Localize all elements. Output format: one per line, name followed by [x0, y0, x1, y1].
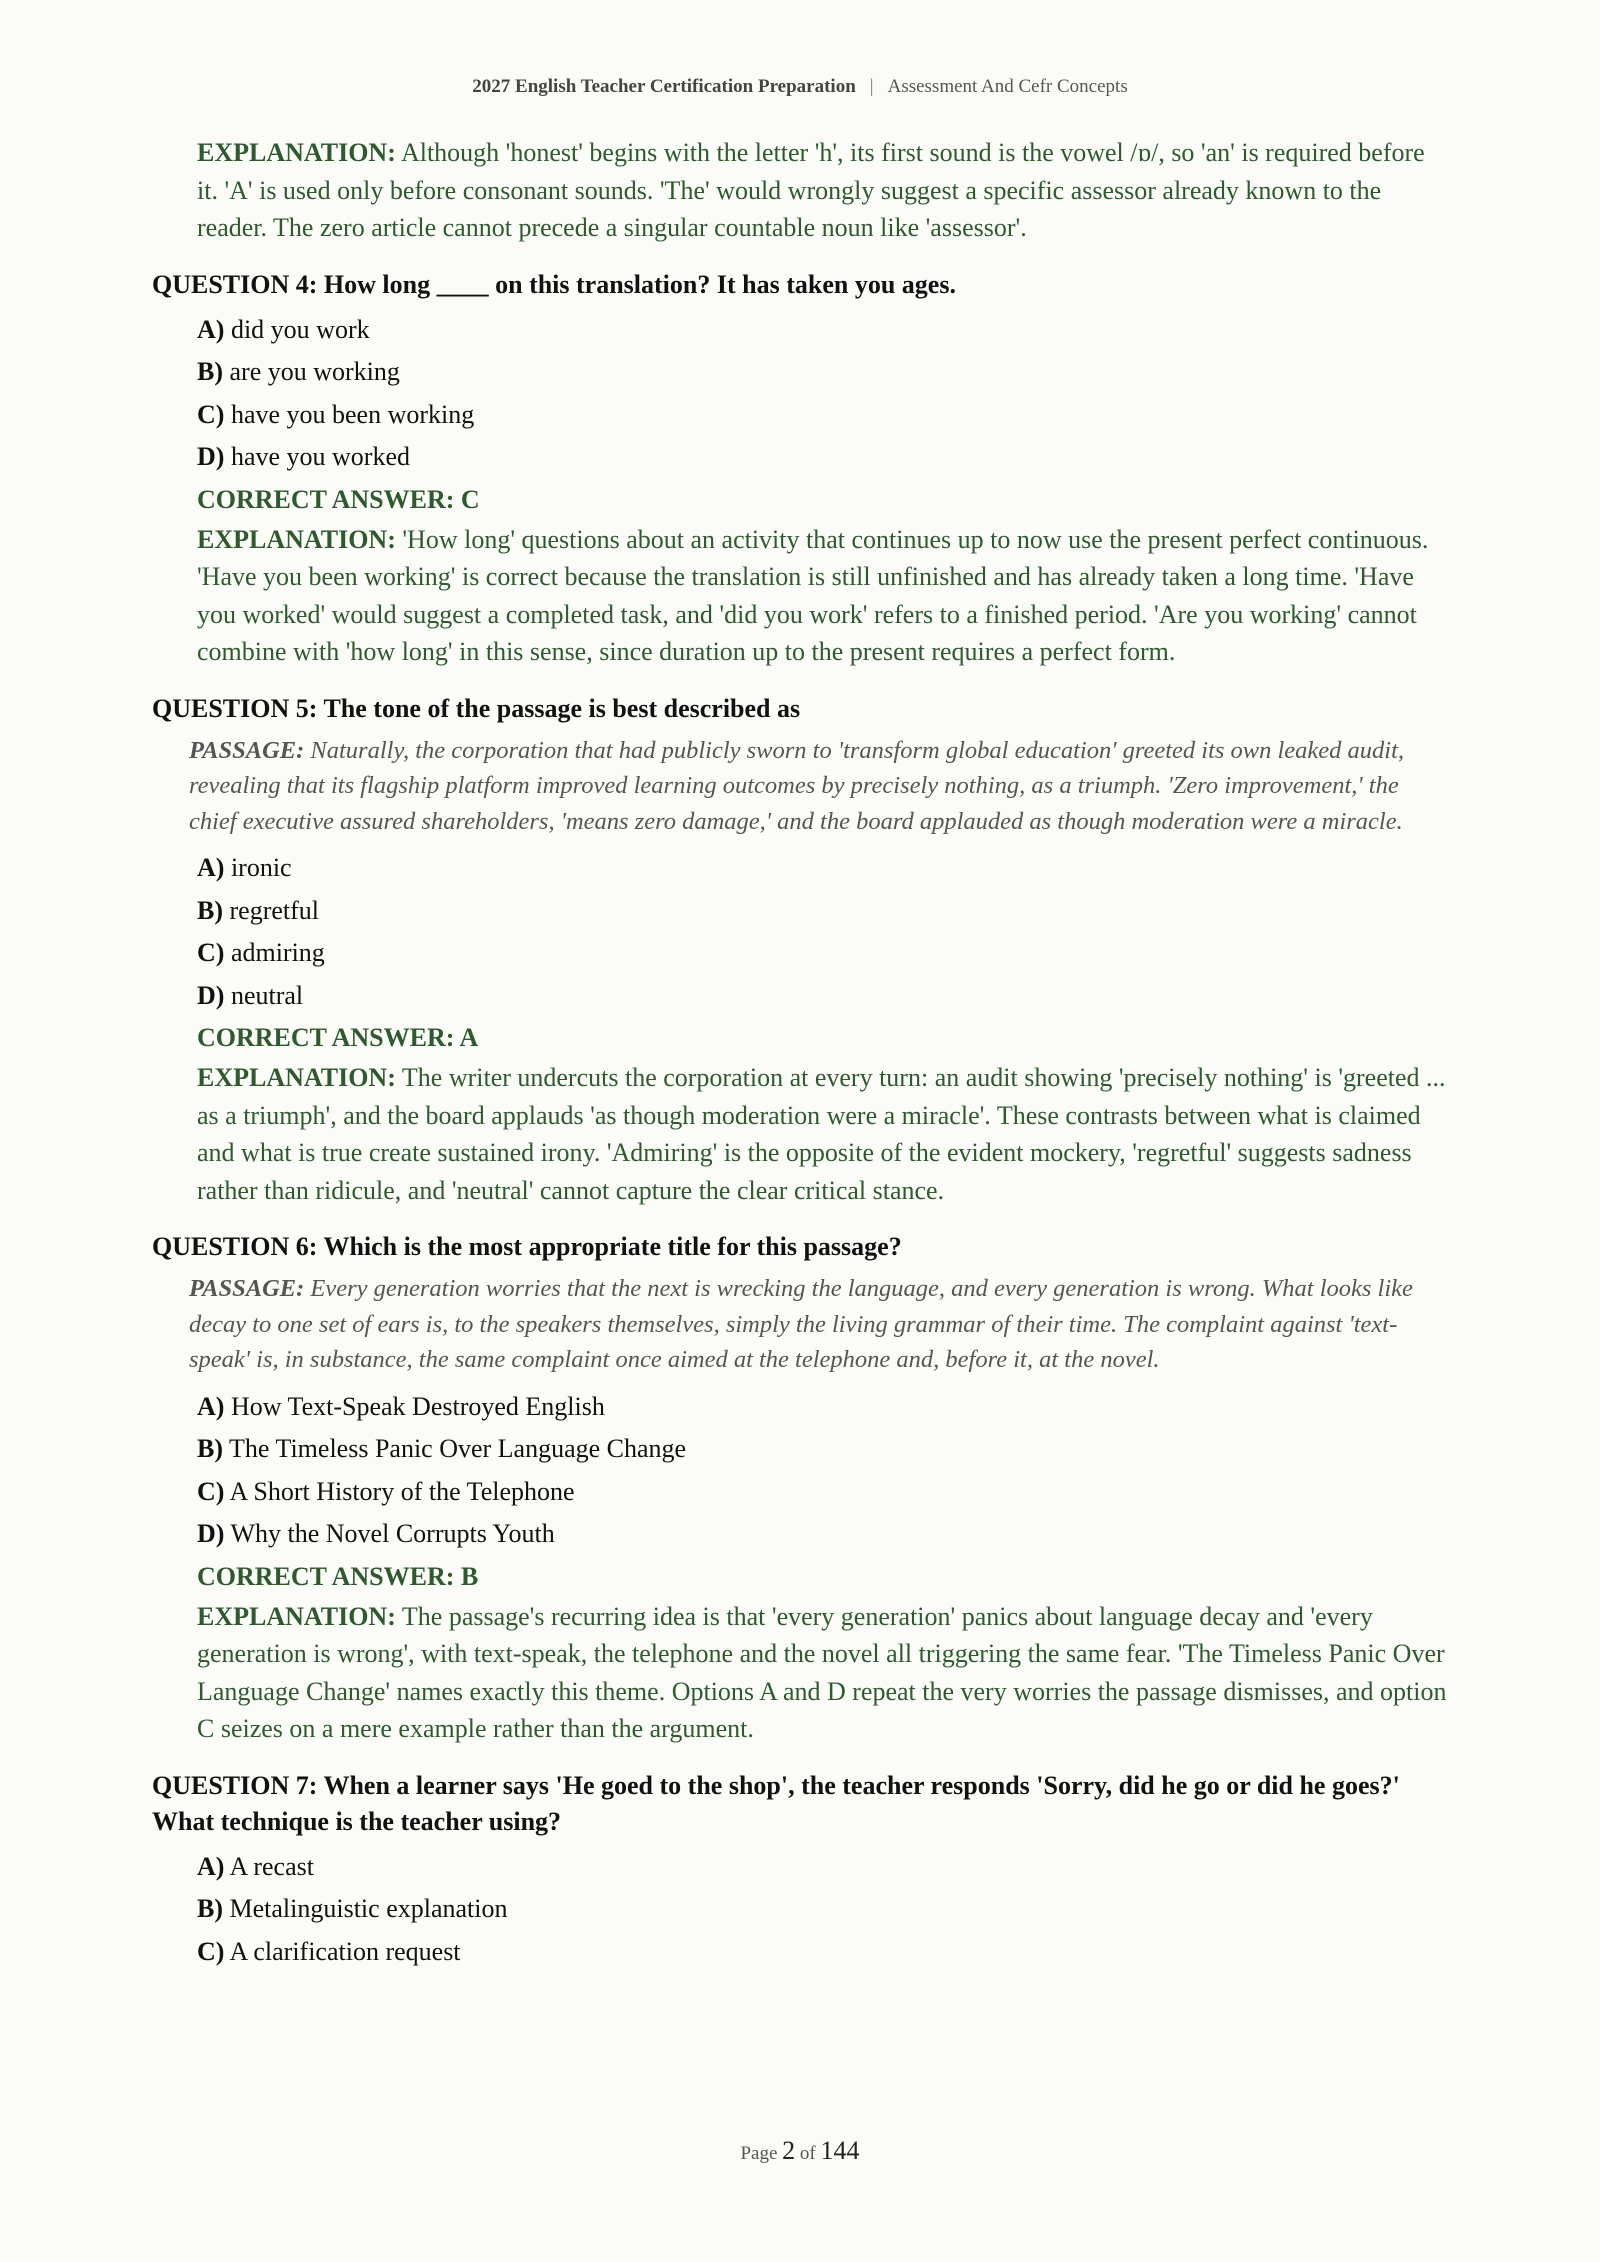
option-letter: C) — [197, 938, 225, 967]
passage-text: Every generation worries that the next is wrecking the language, and every generation is wrong. What looks like decay to one set of ears is, to the speakers themselves, simply the living grammar of their time. The complaint against 'text-speak' is, in substance, the same complaint once aimed at the telephone and, before it, at the novel. — [189, 1275, 1413, 1373]
page-header — [0, 76, 1600, 98]
correct-answer — [197, 479, 1448, 521]
page-word: Page — [740, 2143, 778, 2164]
passage-text: Naturally, the corporation that had publicly sworn to 'transform global education' greeted its own leaked audit, revealing that its flagship platform improved learning outcomes by precisely nothing, as a triumph. 'Zero improvement,' the chief executive assured shareholders, 'means zero damage,' and the board applauded as though moderation were a miracle. — [189, 736, 1405, 835]
option-letter: D) — [197, 980, 225, 1010]
explanation — [197, 521, 1448, 671]
header-separator: | — [869, 76, 874, 97]
option-d — [197, 436, 1448, 479]
option-text: Why the Novel Corrupts Youth — [230, 1519, 555, 1548]
option-a — [197, 309, 1448, 352]
question-prompt: QUESTION 6: Which is the most appropriate title for this passage? — [152, 1232, 902, 1261]
question-prompt: QUESTION 4: How long ____ on this translation? It has taken you ages. — [152, 269, 956, 299]
question-block-6 — [152, 1229, 1448, 1748]
option-text: Metalinguistic explanation — [229, 1894, 508, 1923]
option-c — [197, 932, 1448, 975]
option-text: have you been working — [230, 399, 475, 429]
option-a — [197, 1846, 1448, 1889]
option-letter: C) — [197, 1476, 225, 1506]
option-c — [197, 394, 1448, 437]
option-letter: A) — [197, 314, 225, 344]
option-letter: D) — [197, 442, 225, 471]
option-c — [197, 1471, 1448, 1514]
option-text: neutral — [230, 980, 304, 1010]
option-b — [197, 1428, 1448, 1471]
option-letter: B) — [197, 895, 223, 925]
correct-answer-value: A — [459, 1023, 479, 1052]
explanation-label: EXPLANATION: — [197, 1063, 396, 1092]
question-block-4 — [152, 267, 1448, 671]
option-text: ironic — [230, 853, 292, 882]
option-letter: D) — [197, 1519, 225, 1548]
passage-label: PASSAGE: — [189, 1275, 305, 1302]
option-letter: A) — [197, 1851, 225, 1881]
question-prompt: QUESTION 7: When a learner says 'He goed to the shop', the teacher responds 'Sorry, did he go or did he goes?' What technique is the teacher using? — [152, 1770, 1400, 1836]
option-letter: B) — [197, 1894, 223, 1923]
question-prompt: QUESTION 5: The tone of the passage is best described as — [152, 693, 801, 723]
explanation-label: EXPLANATION: — [197, 138, 396, 167]
option-b — [197, 890, 1448, 933]
correct-answer — [197, 1017, 1448, 1059]
option-c — [197, 1931, 1448, 1974]
explanation-text: The passage's recurring idea is that 'every generation' panics about language decay and 'every generation is wrong', with text-speak, the telephone and the novel all triggering the same fear. 'The Timeless Panic Over Language Change' names exactly this theme. Options A and D repeat the very worries the passage dismisses, and option C seizes on a mere example rather than the argument. — [197, 1601, 1447, 1743]
section-title: Assessment And Cefr Concepts — [887, 76, 1128, 97]
explanation-text: Although 'honest' begins with the letter 'h', its first sound is the vowel /ɒ/, so 'an' is required before it. 'A' is used only before consonant sounds. 'The' would wrongly suggest a specific assessor already known to the reader. The zero article cannot precede a singular countable noun like 'assessor'. — [197, 138, 1425, 242]
option-letter: A) — [197, 853, 225, 882]
passage-label: PASSAGE: — [189, 736, 305, 764]
option-letter: C) — [197, 399, 225, 429]
option-text: A recast — [229, 1851, 314, 1881]
series-title: 2027 English Teacher Certification Preparation — [472, 76, 856, 97]
option-text: regretful — [229, 895, 320, 925]
question-block-5 — [152, 691, 1448, 1210]
option-letter: C) — [197, 1936, 225, 1966]
total-pages: 144 — [820, 2136, 860, 2165]
explanation — [197, 1598, 1448, 1748]
page-number: 2 — [782, 2136, 796, 2165]
option-text: are you working — [229, 357, 400, 386]
explanation-label: EXPLANATION: — [197, 524, 396, 554]
passage — [189, 733, 1448, 840]
explanation — [197, 1059, 1448, 1209]
explanation-label: EXPLANATION: — [197, 1601, 396, 1631]
correct-answer — [197, 1556, 1448, 1598]
correct-answer-label: CORRECT ANSWER: — [197, 484, 455, 514]
option-letter: B) — [197, 357, 223, 386]
correct-answer-label: CORRECT ANSWER: — [197, 1023, 455, 1052]
correct-answer-label: CORRECT ANSWER: — [197, 1561, 455, 1591]
correct-answer-value: B — [460, 1561, 479, 1591]
option-b — [197, 1888, 1448, 1931]
option-letter: A) — [197, 1391, 225, 1421]
correct-answer-value: C — [460, 484, 480, 514]
option-d — [197, 1513, 1448, 1556]
page-content — [152, 134, 1448, 1973]
option-a — [197, 1386, 1448, 1429]
option-text: have you worked — [230, 442, 410, 471]
option-text: did you work — [230, 314, 370, 344]
option-text: The Timeless Panic Over Language Change — [229, 1434, 687, 1463]
explanation-text: The writer undercuts the corporation at every turn: an audit showing 'precisely nothing' is 'greeted ... as a triumph', and the board applauds 'as though moderation were a miracle'. These contrasts between what is claimed and what is true create sustained irony. 'Admiring' is the opposite of the evident mockery, 'regretful' suggests sadness rather than ridicule, and 'neutral' cannot capture the clear critical stance. — [197, 1063, 1446, 1205]
passage — [189, 1271, 1448, 1378]
option-a — [197, 847, 1448, 890]
option-text: How Text-Speak Destroyed English — [230, 1391, 605, 1421]
option-text: admiring — [230, 938, 325, 967]
option-b — [197, 351, 1448, 394]
explanation-q3 — [197, 134, 1448, 247]
explanation-text: 'How long' questions about an activity that continues up to now use the present perfect continuous. 'Have you been working' is correct because the translation is still unfinished and has already taken a long time. 'Have you worked' would suggest a completed task, and 'did you work' refers to a finished period. 'Are you working' cannot combine with 'how long' in this sense, since duration up to the present requires a perfect form. — [197, 524, 1429, 666]
option-text: A clarification request — [229, 1936, 461, 1966]
question-block-7 — [152, 1768, 1448, 1974]
option-letter: B) — [197, 1434, 223, 1463]
option-d — [197, 975, 1448, 1018]
page-footer — [0, 2136, 1600, 2166]
of-word: of — [799, 2143, 816, 2164]
option-text: A Short History of the Telephone — [229, 1476, 575, 1506]
